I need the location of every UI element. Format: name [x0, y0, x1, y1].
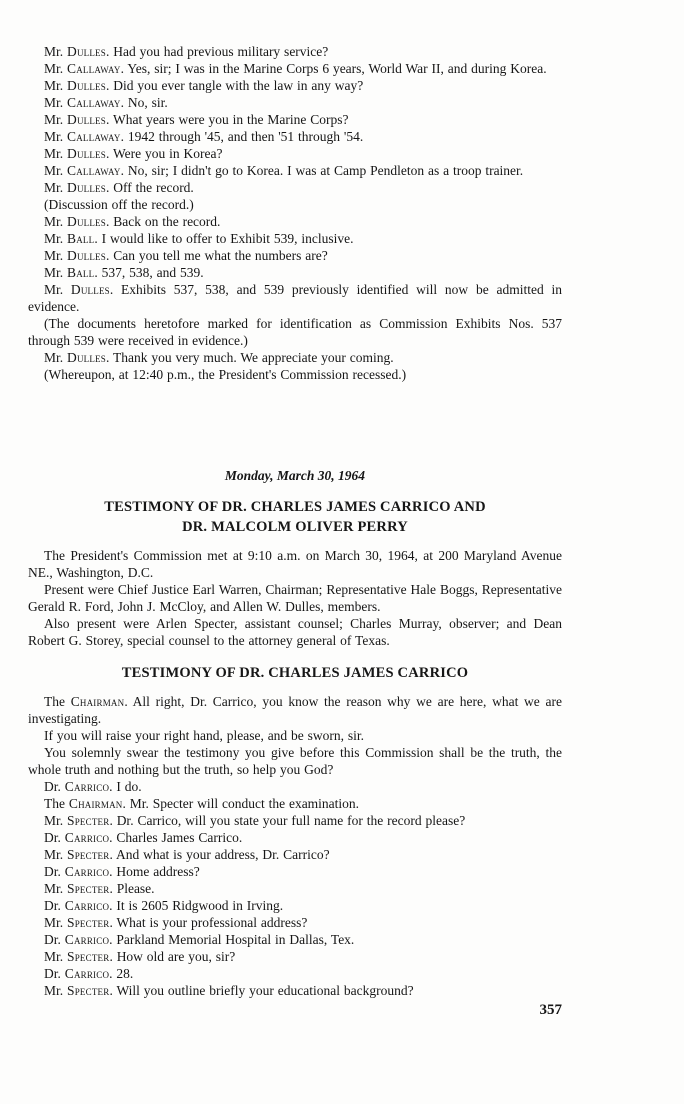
speaker-prefix: Mr. [44, 112, 68, 127]
speaker-name: Dulles [70, 282, 110, 297]
speaker-name: Chairman [68, 796, 123, 811]
line-text: (Whereupon, at 12:40 p.m., the President's Commission recessed.) [44, 367, 407, 382]
speaker-name: Chairman [70, 694, 125, 709]
speaker-prefix: The [44, 796, 69, 811]
transcript-line [28, 982, 562, 999]
speaker-prefix: Mr. [44, 282, 71, 297]
line-text: . How old are you, sir? [109, 949, 236, 964]
intro-paragraph: The President's Commission met at 9:10 a.m. on March 30, 1964, at 200 Maryland Avenue NE., Washington, D.C. [28, 548, 562, 580]
speaker-prefix: Mr. [44, 78, 68, 93]
transcript-carrico [28, 693, 562, 999]
speaker-name: Carrico [64, 898, 110, 913]
page-number: 357 [539, 1002, 562, 1018]
transcript-line [28, 914, 562, 931]
line-text: . What years were you in the Marine Corps? [105, 112, 349, 127]
line-text: . Yes, sir; I was in the Marine Corps 6 years, World War II, and during Korea. [120, 61, 547, 76]
transcript-line [28, 264, 562, 281]
line-text: . Please. [109, 881, 155, 896]
speaker-name: Carrico [64, 864, 110, 879]
speaker-prefix: Dr. [44, 966, 65, 981]
speaker-name: Dulles [67, 248, 106, 263]
line-text: . What is your professional address? [109, 915, 308, 930]
line-text: . All right, Dr. Carrico, you know the reason why we are here, what we are investigating. [28, 694, 562, 726]
speaker-name: Dulles [67, 112, 106, 127]
speaker-prefix: Mr. [44, 983, 68, 998]
line-text: . No, sir; I didn't go to Korea. I was at Camp Pendleton as a troop trainer. [120, 163, 524, 178]
transcript-line [28, 829, 562, 846]
line-text: . Can you tell me what the numbers are? [105, 248, 328, 263]
speaker-prefix: Mr. [44, 231, 68, 246]
speaker-name: Carrico [64, 932, 110, 947]
transcript-line [28, 94, 562, 111]
session-date: Monday, March 30, 1964 [224, 468, 366, 483]
transcript-line [28, 693, 562, 727]
speaker-prefix: Mr. [44, 881, 68, 896]
speaker-prefix: Mr. [44, 95, 68, 110]
transcript-line [28, 349, 562, 366]
transcript-line [28, 846, 562, 863]
line-text: . Had you had previous military service? [105, 44, 329, 59]
transcript-line [28, 247, 562, 264]
speaker-prefix: Mr. [44, 163, 68, 178]
transcript-line [28, 162, 562, 179]
transcript-line [28, 812, 562, 829]
line-text: You solemnly swear the testimony you give before this Commission shall be the truth, the whole truth and nothing but the truth, so help you God? [28, 745, 562, 777]
line-text: . Home address? [109, 864, 200, 879]
transcript-line [28, 111, 562, 128]
speaker-name: Carrico [64, 779, 110, 794]
transcript-line [28, 897, 562, 914]
line-text: . Off the record. [105, 180, 194, 195]
speaker-name: Dulles [67, 78, 106, 93]
transcript-line [28, 43, 562, 60]
transcript-line [28, 863, 562, 880]
speaker-prefix: Mr. [44, 214, 68, 229]
line-text: (Discussion off the record.) [44, 197, 194, 212]
speaker-prefix: Mr. [44, 813, 68, 828]
transcript-line [28, 315, 562, 349]
transcript-line [28, 281, 562, 315]
speaker-name: Specter [67, 813, 110, 828]
speaker-name: Callaway [67, 61, 121, 76]
line-text: . Will you outline briefly your educational background? [109, 983, 414, 998]
line-text: . Were you in Korea? [105, 146, 223, 161]
transcript-line [28, 128, 562, 145]
transcript-line [28, 965, 562, 982]
speaker-prefix: Mr. [44, 180, 68, 195]
transcript-line [28, 931, 562, 948]
speaker-prefix: Mr. [44, 350, 68, 365]
line-text: . 28. [109, 966, 134, 981]
line-text: . I do. [109, 779, 142, 794]
line-text: . Charles James Carrico. [109, 830, 243, 845]
text-column [28, 0, 562, 999]
speaker-prefix: Dr. [44, 864, 65, 879]
transcript-line [28, 213, 562, 230]
speaker-name: Dulles [67, 214, 106, 229]
speaker-prefix: Dr. [44, 932, 65, 947]
speaker-name: Dulles [67, 350, 106, 365]
speaker-name: Dulles [67, 180, 106, 195]
speaker-prefix: The [44, 694, 71, 709]
intro-paragraph: Present were Chief Justice Earl Warren, Chairman; Representative Hale Boggs, Representative Gerald R. Ford, John J. McCloy, and Allen W. Dulles, members. [28, 582, 562, 614]
speaker-prefix: Mr. [44, 129, 68, 144]
speaker-prefix: Mr. [44, 248, 68, 263]
speaker-name: Specter [67, 949, 110, 964]
speaker-prefix: Mr. [44, 146, 68, 161]
transcript-line [28, 778, 562, 795]
line-text: . It is 2605 Ridgwood in Irving. [109, 898, 284, 913]
transcript-line [28, 196, 562, 213]
transcript-line [28, 77, 562, 94]
transcript-line [28, 60, 562, 77]
speaker-name: Carrico [64, 966, 110, 981]
speaker-prefix: Mr. [44, 949, 68, 964]
line-text: . Back on the record. [105, 214, 221, 229]
speaker-prefix: Dr. [44, 830, 65, 845]
speaker-name: Dulles [67, 146, 106, 161]
line-text: . And what is your address, Dr. Carrico? [109, 847, 330, 862]
transcript-line [28, 727, 562, 744]
line-text: . No, sir. [120, 95, 168, 110]
line-text: . Parkland Memorial Hospital in Dallas, Tex. [109, 932, 355, 947]
line-text: If you will raise your right hand, please, and be sworn, sir. [44, 728, 365, 743]
speaker-name: Callaway [67, 129, 121, 144]
speaker-name: Callaway [67, 163, 121, 178]
speaker-name: Specter [67, 881, 110, 896]
transcript-line [28, 795, 562, 812]
speaker-name: Callaway [67, 95, 121, 110]
testimony-title-carrico: TESTIMONY OF DR. CHARLES JAMES CARRICO [121, 665, 469, 681]
line-text: (The documents heretofore marked for identification as Commission Exhibits Nos. 537 through 539 were received in evidence.) [28, 316, 562, 348]
transcript-line [28, 948, 562, 965]
speaker-prefix: Dr. [44, 898, 65, 913]
transcript-line [28, 366, 562, 383]
transcript-line [28, 230, 562, 247]
speaker-name: Specter [67, 983, 110, 998]
speaker-name: Ball [67, 231, 95, 246]
speaker-prefix: Mr. [44, 265, 68, 280]
testimony-title-line1: TESTIMONY OF DR. CHARLES JAMES CARRICO AND [104, 499, 486, 515]
speaker-prefix: Mr. [44, 847, 68, 862]
transcript-line [28, 179, 562, 196]
speaker-prefix: Mr. [44, 61, 68, 76]
line-text: . Did you ever tangle with the law in any way? [105, 78, 364, 93]
speaker-name: Dulles [67, 44, 106, 59]
line-text: . Thank you very much. We appreciate your coming. [105, 350, 394, 365]
line-text: . 1942 through '45, and then '51 through '54. [120, 129, 364, 144]
transcript-session-end [28, 43, 562, 383]
speaker-prefix: Dr. [44, 779, 65, 794]
line-text: . 537, 538, and 539. [94, 265, 204, 280]
transcript-line [28, 744, 562, 778]
intro-paragraph: Also present were Arlen Specter, assistant counsel; Charles Murray, observer; and Dean Robert G. Storey, special counsel to the attorney general of Texas. [28, 616, 562, 648]
speaker-prefix: Mr. [44, 915, 68, 930]
speaker-prefix: Mr. [44, 44, 68, 59]
line-text: . Exhibits 537, 538, and 539 previously identified will now be admitted in evidence. [28, 282, 562, 314]
speaker-name: Carrico [64, 830, 110, 845]
transcript-line [28, 880, 562, 897]
line-text: . Mr. Specter will conduct the examination. [122, 796, 360, 811]
session-intro [28, 547, 562, 649]
testimony-title-perry-carrico [28, 497, 562, 537]
line-text: . I would like to offer to Exhibit 539, inclusive. [94, 231, 354, 246]
speaker-name: Specter [67, 915, 110, 930]
transcript-line [28, 145, 562, 162]
speaker-name: Specter [67, 847, 110, 862]
testimony-title-line2: DR. MALCOLM OLIVER PERRY [182, 519, 408, 535]
line-text: . Dr. Carrico, will you state your full name for the record please? [109, 813, 466, 828]
speaker-name: Ball [67, 265, 95, 280]
